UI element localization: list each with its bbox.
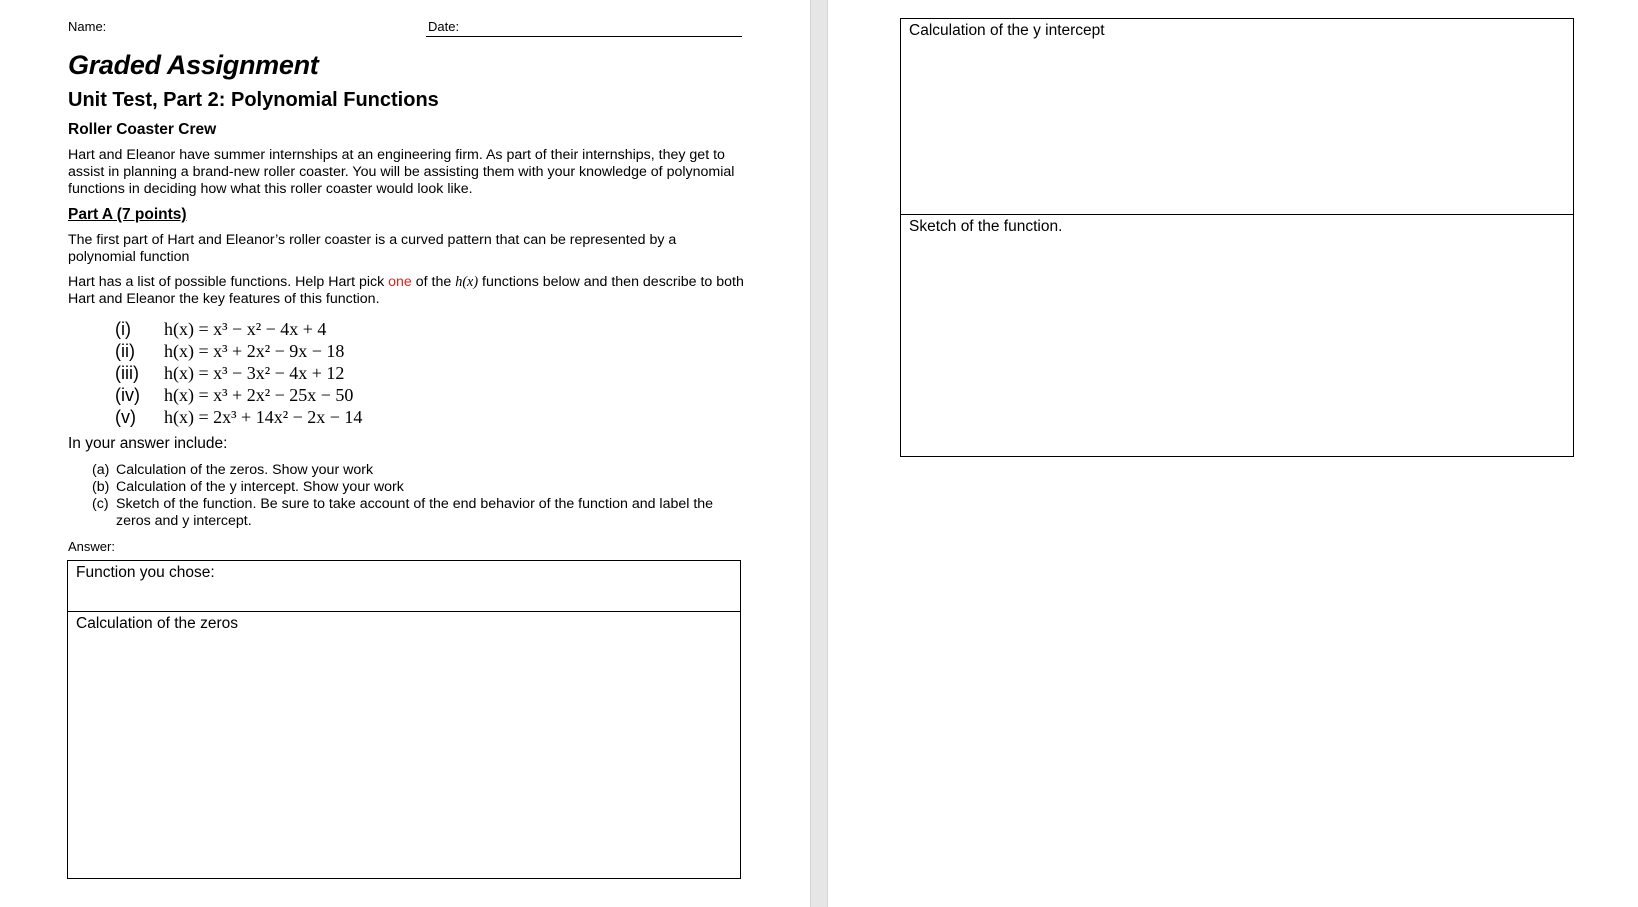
function-number: (iv): [115, 384, 140, 405]
instruction-text-2: of the: [411, 274, 456, 290]
function-number: (iii): [115, 362, 139, 383]
sketch-label: Sketch of the function.: [909, 218, 1063, 235]
function-number: (i): [115, 318, 131, 339]
zeros-label: Calculation of the zeros: [76, 615, 238, 632]
instruction-highlight: one: [388, 274, 412, 290]
function-list: [115, 318, 362, 428]
function-chosen-box[interactable]: [67, 560, 741, 612]
include-text: Calculation of the zeros. Show your work: [116, 462, 374, 478]
instruction-text-3: functions below and then describe to both Hart and Eleanor the key features of this function.: [68, 274, 744, 307]
function-item: [115, 406, 362, 428]
include-item: [92, 479, 742, 496]
function-number: (ii): [115, 340, 135, 361]
instruction-paragraph: [68, 274, 748, 308]
function-expression: h(x) = x³ + 2x² − 25x − 50: [164, 384, 354, 405]
document-page-1: [0, 0, 810, 907]
include-text: Calculation of the y intercept. Show your work: [116, 479, 404, 495]
function-expression: h(x) = x³ − x² − 4x + 4: [164, 318, 327, 339]
intro-paragraph: Hart and Eleanor have summer internships at an engineering firm. As part of their internships, they get to assist in planning a brand-new roller coaster. You will be assisting them with your knowledge of polynomial functions in deciding how what this roller coaster would look like.: [68, 147, 735, 197]
part-a-heading: Part A (7 points): [68, 206, 187, 223]
include-letter: (a): [92, 462, 110, 478]
part-a-paragraph: The first part of Hart and Eleanor’s roller coaster is a curved pattern that can be represented by a polynomial function: [68, 232, 677, 265]
function-expression: h(x) = x³ − 3x² − 4x + 12: [164, 362, 345, 383]
y-intercept-label: Calculation of the y intercept: [909, 22, 1105, 39]
function-item: [115, 318, 362, 340]
page-subtitle: Unit Test, Part 2: Polynomial Functions: [68, 89, 439, 111]
function-expression: h(x) = 2x³ + 14x² − 2x − 14: [164, 406, 363, 427]
function-item: [115, 340, 362, 362]
include-item: [92, 496, 742, 530]
section-heading: Roller Coaster Crew: [68, 121, 217, 138]
date-line: [426, 36, 742, 37]
include-letter: (b): [92, 479, 110, 495]
include-item: [92, 462, 742, 479]
page-gutter: [810, 0, 828, 907]
function-chosen-label: Function you chose:: [76, 564, 215, 581]
function-number: (v): [115, 406, 136, 427]
page-title: Graded Assignment: [68, 50, 319, 80]
instruction-math: h(x): [455, 274, 479, 290]
date-label: Date:: [428, 19, 460, 34]
include-text: Sketch of the function. Be sure to take account of the end behavior of the function and label the zeros and y intercept.: [116, 496, 714, 529]
function-item: [115, 384, 362, 406]
include-label: In your answer include:: [68, 435, 228, 452]
include-letter: (c): [92, 496, 109, 512]
function-item: [115, 362, 362, 384]
zeros-box[interactable]: [67, 611, 741, 879]
instruction-text-1: Hart has a list of possible functions. Help Hart pick: [68, 274, 389, 290]
sketch-box[interactable]: [900, 214, 1574, 457]
function-expression: h(x) = x³ + 2x² − 9x − 18: [164, 340, 345, 361]
name-label: Name:: [68, 19, 107, 34]
answer-label: Answer:: [68, 539, 115, 554]
include-list: [92, 462, 742, 530]
y-intercept-box[interactable]: [900, 18, 1574, 215]
